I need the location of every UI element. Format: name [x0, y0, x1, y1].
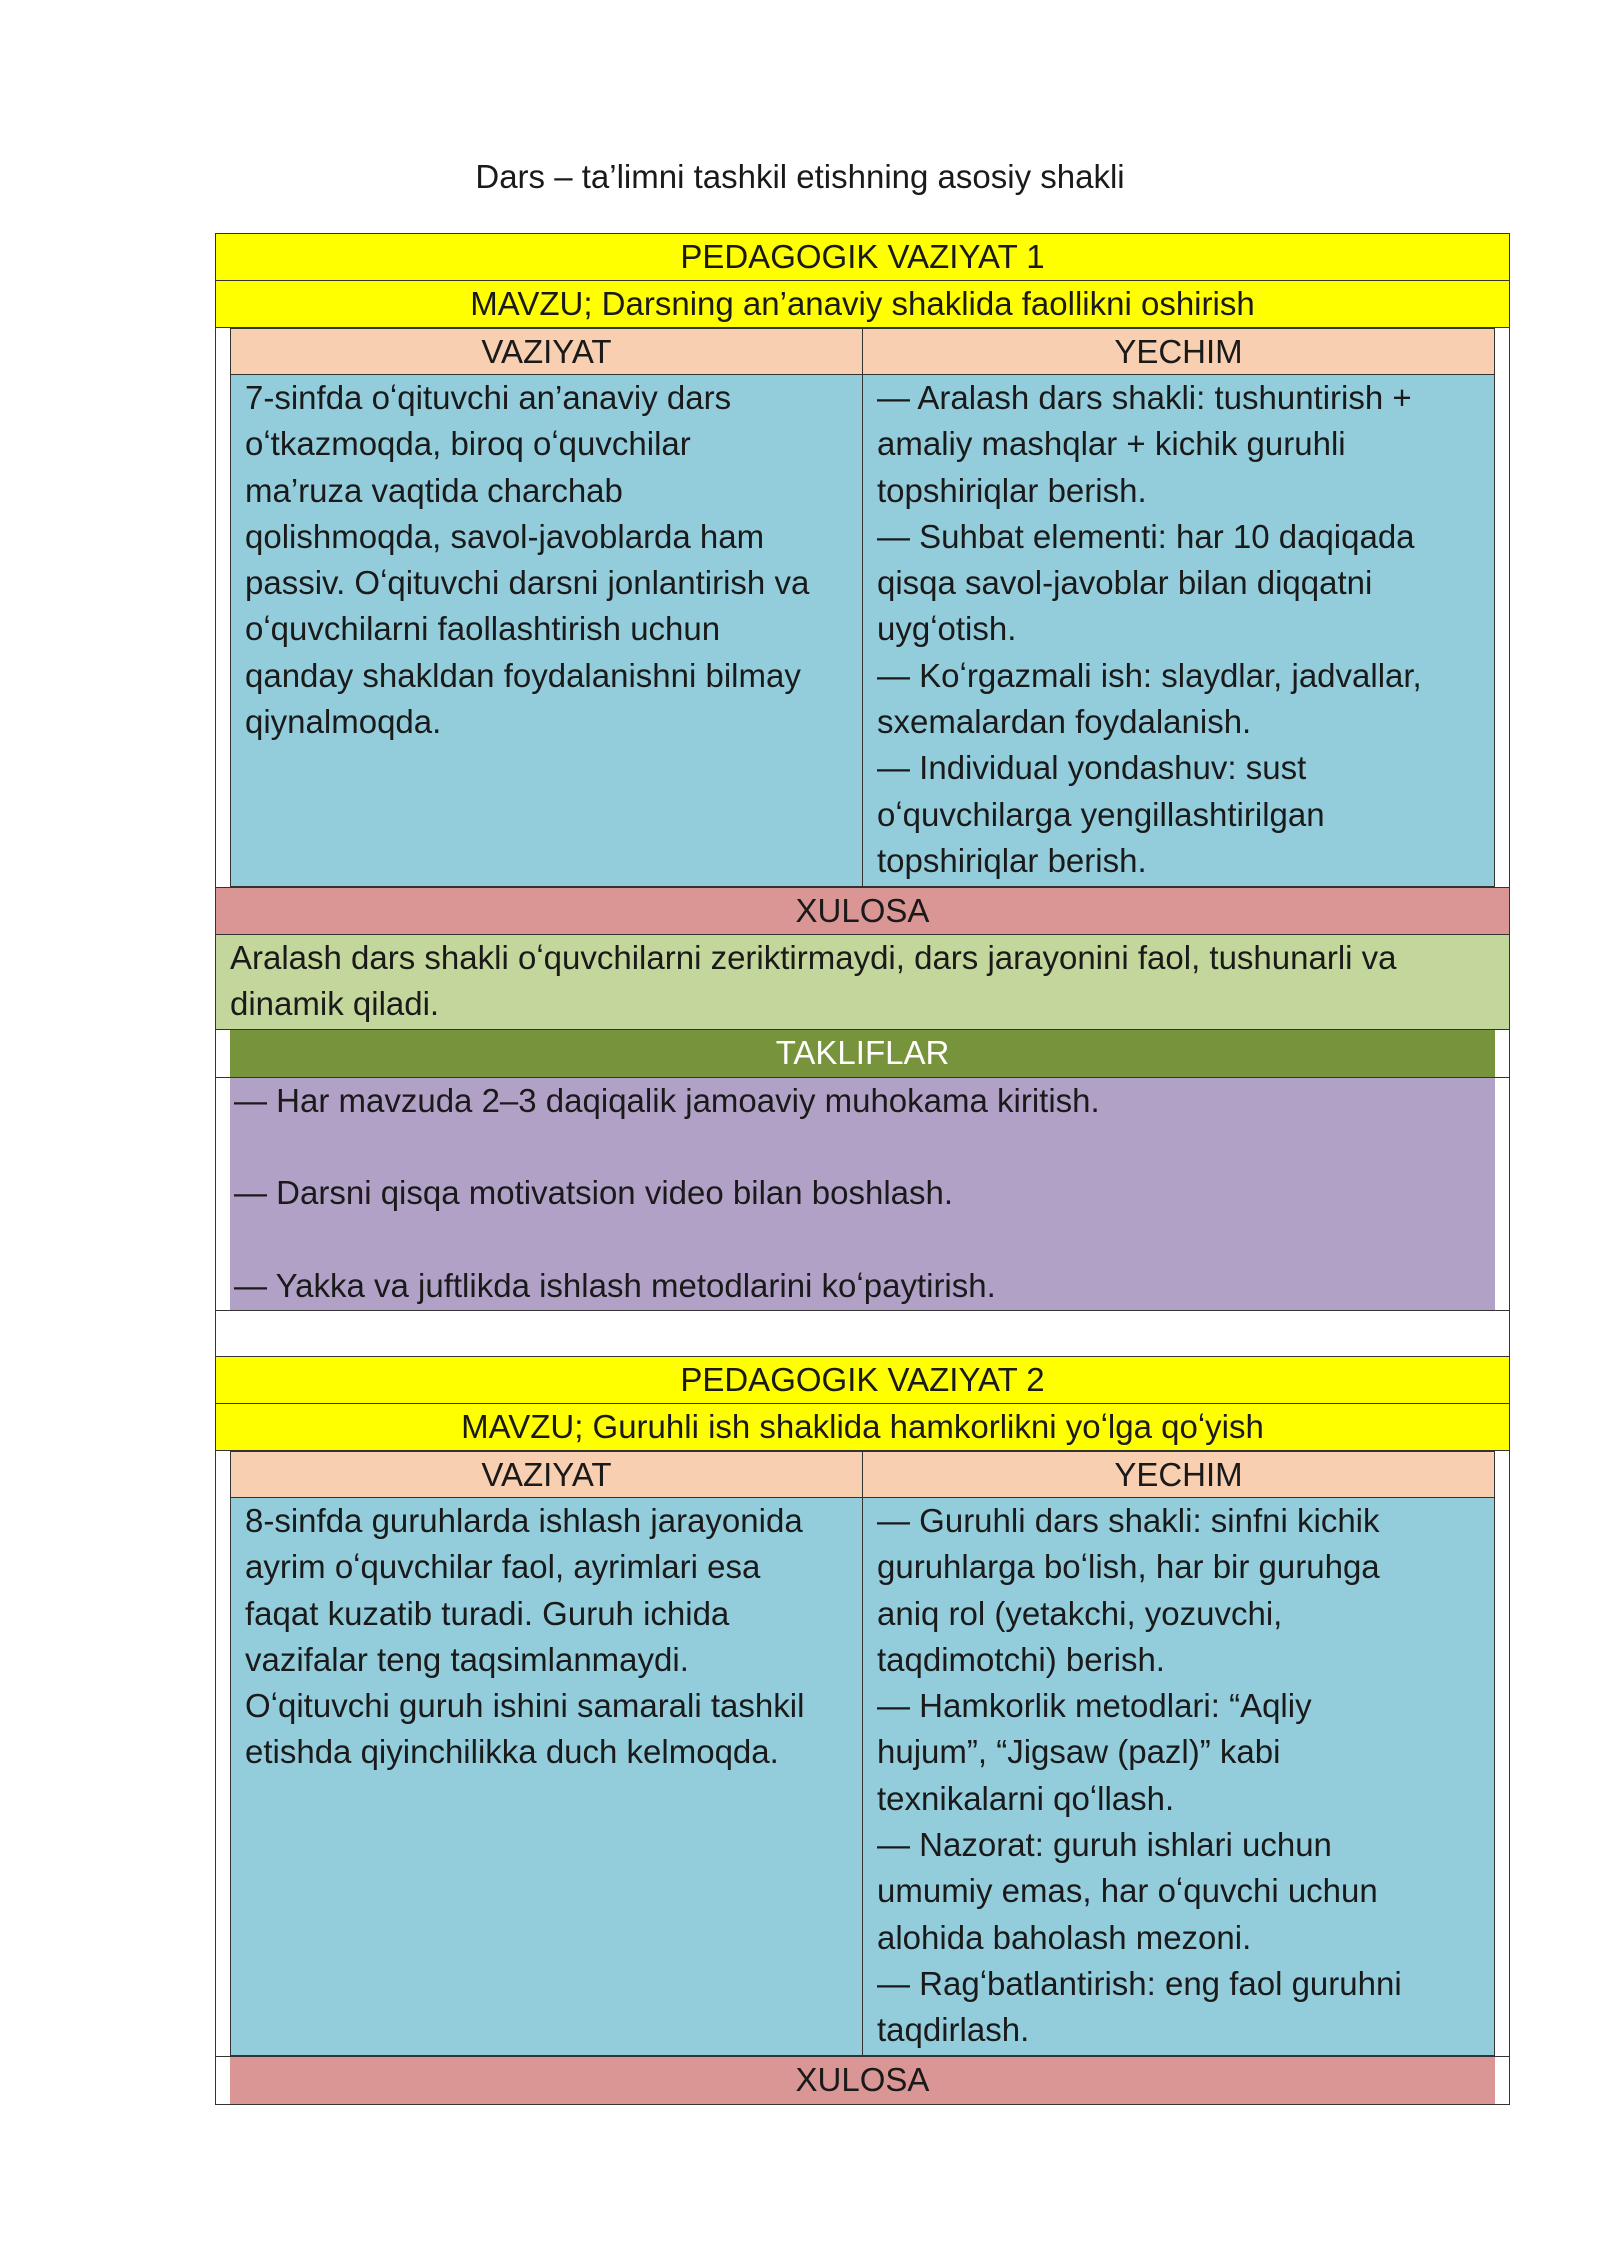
solution-text — [863, 1498, 1494, 2055]
column-header-situation: VAZIYAT — [231, 1451, 862, 1498]
text-line: — Suhbat elementi: har 10 daqiqada — [877, 517, 1415, 555]
conclusion-label: XULOSA — [216, 888, 1509, 935]
suggestions-list — [230, 1078, 1495, 1310]
text-line: alohida baholash mezoni. — [877, 1918, 1252, 1956]
text-line: oʻquvchilarga yengillashtirilgan — [877, 795, 1325, 833]
text-line: — Individual yondashuv: sust — [877, 749, 1307, 787]
text-line: 7-sinfda oʻqituvchi an’anaviy dars — [245, 379, 732, 416]
text-line: — Ragʻbatlantirish: eng faol guruhni — [877, 1964, 1402, 2002]
text-line: Aralash dars shakli oʻquvchilarni zeriktirmaydi, dars jarayonini faol, tushunarli va — [230, 939, 1397, 976]
conclusion-label: XULOSA — [230, 2057, 1495, 2104]
text-line: amaliy mashqlar + kichik guruhli — [877, 425, 1346, 463]
suggestion-item: — Darsni qisqa motivatsion video bilan boshlash. — [234, 1174, 954, 1212]
column-header-solution: YECHIM — [863, 328, 1494, 375]
situation-text — [231, 1498, 862, 2055]
text-line: topshiriqlar berish. — [877, 471, 1147, 509]
text-line: ayrim oʻquvchilar faol, ayrimlari esa — [245, 1548, 761, 1586]
text-line: texnikalarni qoʻllash. — [877, 1779, 1175, 1817]
text-line: oʻquvchilarni faollashtirish uchun — [245, 610, 721, 648]
text-line: hujum”, “Jigsaw (pazl)” kabi — [877, 1733, 1281, 1771]
text-line: qisqa savol-javoblar bilan diqqatni — [877, 564, 1373, 602]
text-line: umumiy emas, har oʻquvchi uchun — [877, 1872, 1378, 1910]
text-line: etishda qiyinchilikka duch kelmoqda. — [245, 1733, 779, 1771]
situation-heading: PEDAGOGIK VAZIYAT 2 — [216, 1357, 1509, 1404]
text-line: taqdirlash. — [877, 2011, 1030, 2049]
text-line: sxemalardan foydalanish. — [877, 703, 1252, 741]
text-line: qolishmoqda, savol-javoblarda ham — [245, 517, 765, 555]
solution-column — [862, 1451, 1494, 2055]
suggestions-label: TAKLIFLAR — [230, 1030, 1495, 1077]
conclusion-label-row — [216, 2057, 1509, 2104]
solution-text — [863, 375, 1494, 886]
situation-column — [231, 1451, 862, 2055]
column-header-solution: YECHIM — [863, 1451, 1494, 1498]
text-line: topshiriqlar berish. — [877, 841, 1147, 879]
column-header-situation: VAZIYAT — [231, 328, 862, 375]
text-line: 8-sinfda guruhlarda ishlash jarayonida — [245, 1502, 803, 1539]
text-line: vazifalar teng taqsimlanmaydi. — [245, 1640, 689, 1678]
text-line: Oʻqituvchi guruh ishini samarali tashkil — [245, 1687, 805, 1725]
situation-solution-block — [216, 1451, 1509, 2057]
text-line: qanday shakldan foydalanishni bilmay — [245, 656, 801, 694]
situation-solution-block — [216, 328, 1509, 888]
suggestion-item: — Yakka va juftlikda ishlash metodlarini koʻpaytirish. — [234, 1266, 996, 1304]
suggestion-item: — Har mavzuda 2–3 daqiqalik jamoaviy muhokama kiritish. — [234, 1082, 1100, 1119]
text-line: passiv. Oʻqituvchi darsni jonlantirish va — [245, 564, 810, 602]
solution-column — [862, 328, 1494, 886]
section-spacer — [216, 1311, 1509, 1357]
text-line: — Koʻrgazmali ish: slaydlar, jadvallar, — [877, 656, 1422, 694]
text-line: guruhlarga boʻlish, har bir guruhga — [877, 1548, 1380, 1586]
page-title: Dars – ta’limni tashkil etishning asosiy shakli — [475, 158, 1125, 195]
text-line: aniq rol (yetakchi, yozuvchi, — [877, 1594, 1283, 1632]
text-line: taqdimotchi) berish. — [877, 1640, 1165, 1678]
situation-column — [231, 328, 862, 886]
text-line: uygʻotish. — [877, 610, 1017, 648]
situation-topic: MAVZU; Guruhli ish shaklida hamkorlikni yoʻlga qoʻyish — [216, 1404, 1509, 1451]
text-line: — Guruhli dars shakli: sinfni kichik — [877, 1502, 1380, 1539]
suggestions-row — [216, 1078, 1509, 1311]
text-line: — Hamkorlik metodlari: “Aqliy — [877, 1687, 1312, 1725]
conclusion-text — [216, 935, 1509, 1030]
text-line: — Nazorat: guruh ishlari uchun — [877, 1826, 1332, 1864]
text-line: — Aralash dars shakli: tushuntirish + — [877, 379, 1412, 416]
text-line: dinamik qiladi. — [230, 985, 440, 1022]
situation-text — [231, 375, 862, 886]
situation-topic: MAVZU; Darsning an’anaviy shaklida faollikni oshirish — [216, 281, 1509, 328]
text-line: ma’ruza vaqtida charchab — [245, 471, 623, 509]
text-line: oʻtkazmoqda, biroq oʻquvchilar — [245, 425, 691, 463]
situation-heading: PEDAGOGIK VAZIYAT 1 — [216, 234, 1509, 281]
text-line: qiynalmoqda. — [245, 703, 442, 741]
text-line: faqat kuzatib turadi. Guruh ichida — [245, 1594, 730, 1632]
pedagogical-situations-table — [215, 233, 1510, 2105]
suggestions-label-row — [216, 1030, 1509, 1078]
